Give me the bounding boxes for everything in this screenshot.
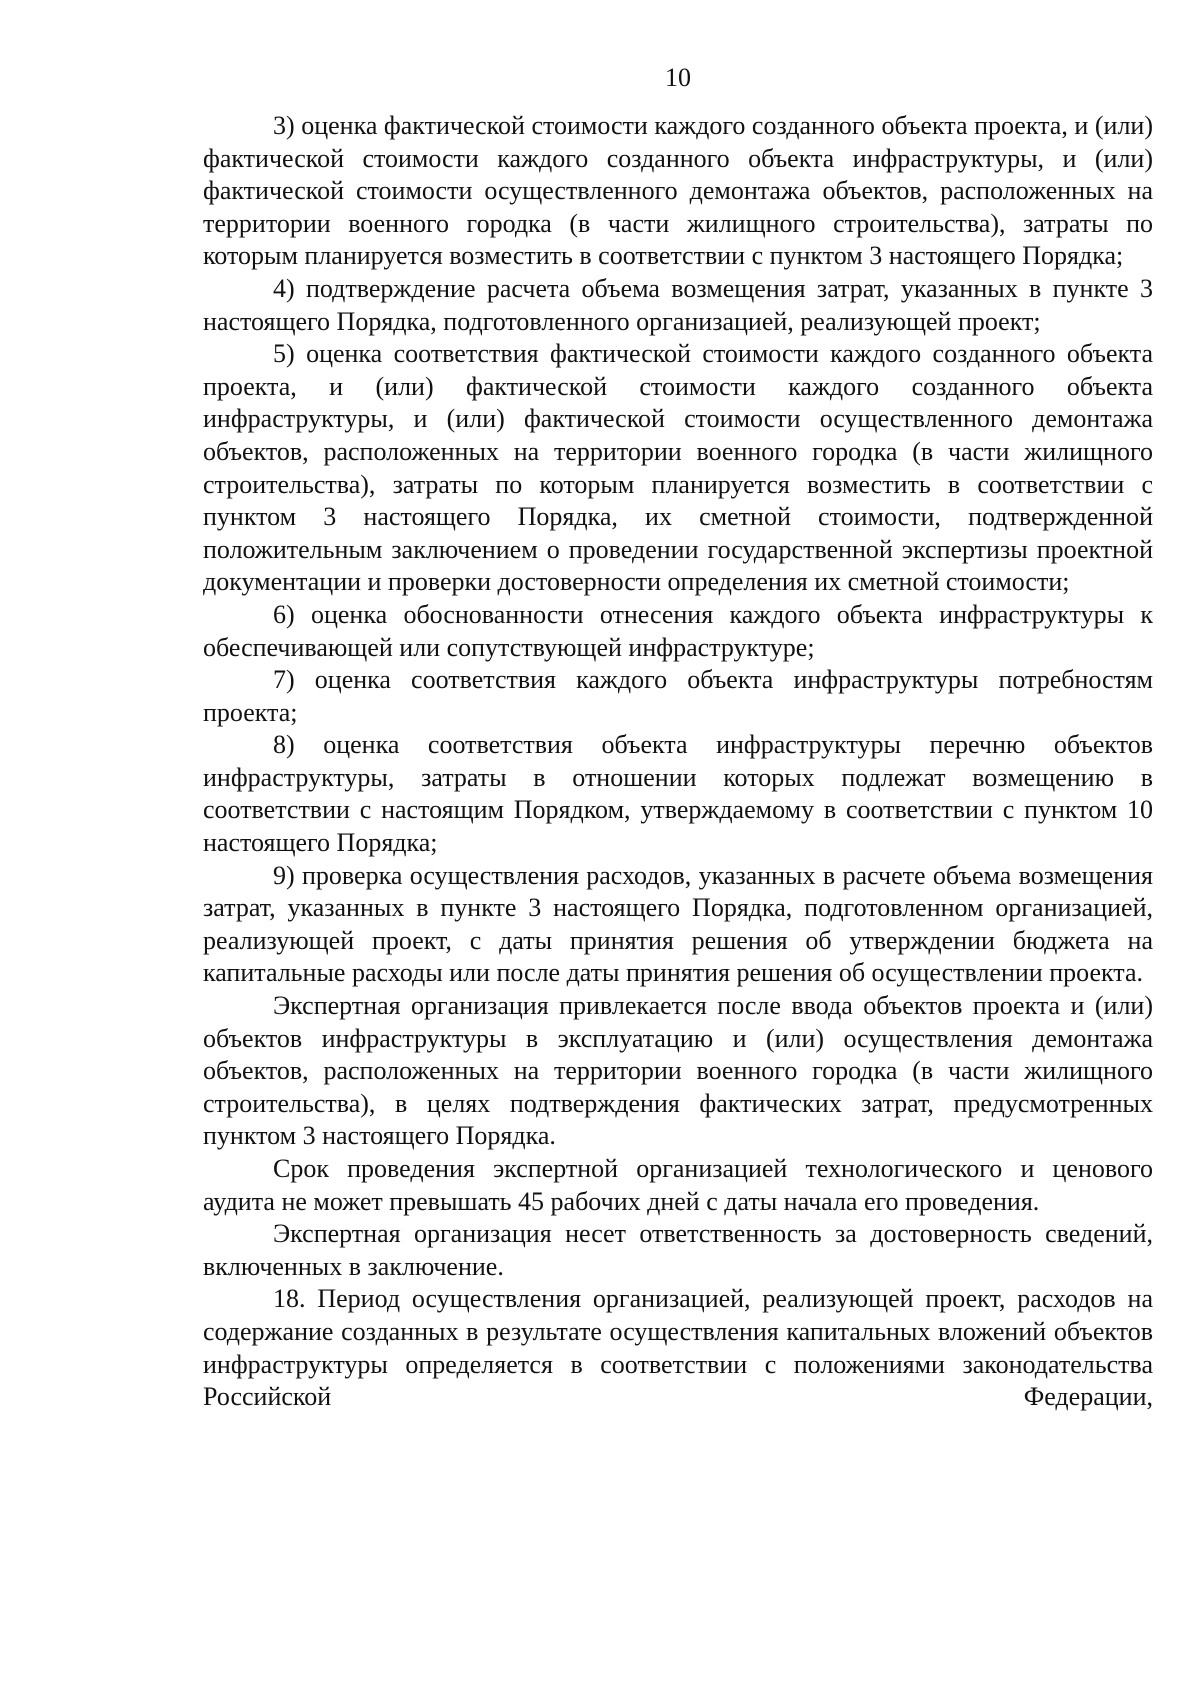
- paragraph-section-18: 18. Период осуществления организацией, реализующей проект, расходов на содержание созданных в результате осуществления капитальных вложений объектов инфраструктуры определяется в соответствии с положениями законодательства Российской Федерации,: [203, 1284, 1153, 1412]
- paragraph-item-3: 3) оценка фактической стоимости каждого созданного объекта проекта, и (или) фактической стоимости каждого созданного объекта инфраструктуры, и (или) фактической стоимости осуществленного демонтажа объектов, расположенных на территории военного городка (в части жилищного строительства), затраты по которым планируется возместить в соответствии с пунктом 3 настоящего Порядка;: [203, 111, 1153, 271]
- paragraph-item-6: 6) оценка обоснованности отнесения каждого объекта инфраструктуры к обеспечивающей или сопутствующей инфраструктуре;: [203, 599, 1153, 662]
- page-number: 10: [665, 63, 691, 92]
- paragraph-item-4: 4) подтверждение расчета объема возмещения затрат, указанных в пункте 3 настоящего Порядка, подготовленного организацией, реализующей проект;: [203, 273, 1153, 336]
- document-page: [203, 62, 1153, 1414]
- paragraph-responsibility: Экспертная организация несет ответственность за достоверность сведений, включенных в заключение.: [203, 1219, 1153, 1281]
- paragraph-audit-deadline: Срок проведения экспертной организацией технологического и ценового аудита не может превышать 45 рабочих дней с даты начала его проведения.: [203, 1154, 1153, 1216]
- paragraph-item-8: 8) оценка соответствия объекта инфраструктуры перечню объектов инфраструктуры, затраты в отношении которых подлежат возмещению в соответствии с настоящим Порядком, утверждаемому в соответствии с пунктом 10 настоящего Порядка;: [203, 730, 1153, 858]
- paragraph-item-5: 5) оценка соответствия фактической стоимости каждого созданного объекта проекта, и (или) фактической стоимости каждого созданного объекта инфраструктуры, и (или) фактической стоимости осуществленного демонтажа объектов, расположенных на территории военного городка (в части жилищного строительства), затраты по которым планируется возместить в соответствии с пунктом 3 настоящего Порядка, их сметной стоимости, подтвержденной положительным заключением о проведении государственной экспертизы проектной документации и проверки достоверности определения их сметной стоимости;: [203, 339, 1153, 597]
- paragraph-expert-organization: Экспертная организация привлекается после ввода объектов проекта и (или) объектов инфраструктуры в эксплуатацию и (или) осуществления демонтажа объектов, расположенных на территории военного городка (в части жилищного строительства), в целях подтверждения фактических затрат, предусмотренных пунктом 3 настоящего Порядка.: [203, 991, 1153, 1151]
- paragraph-item-9: 9) проверка осуществления расходов, указанных в расчете объема возмещения затрат, указанных в пункте 3 настоящего Порядка, подготовленном организацией, реализующей проект, с даты принятия решения об утверждении бюджета на капитальные расходы или после даты принятия решения об осуществлении проекта.: [203, 860, 1153, 988]
- paragraph-item-7: 7) оценка соответствия каждого объекта инфраструктуры потребностям проекта;: [203, 665, 1153, 727]
